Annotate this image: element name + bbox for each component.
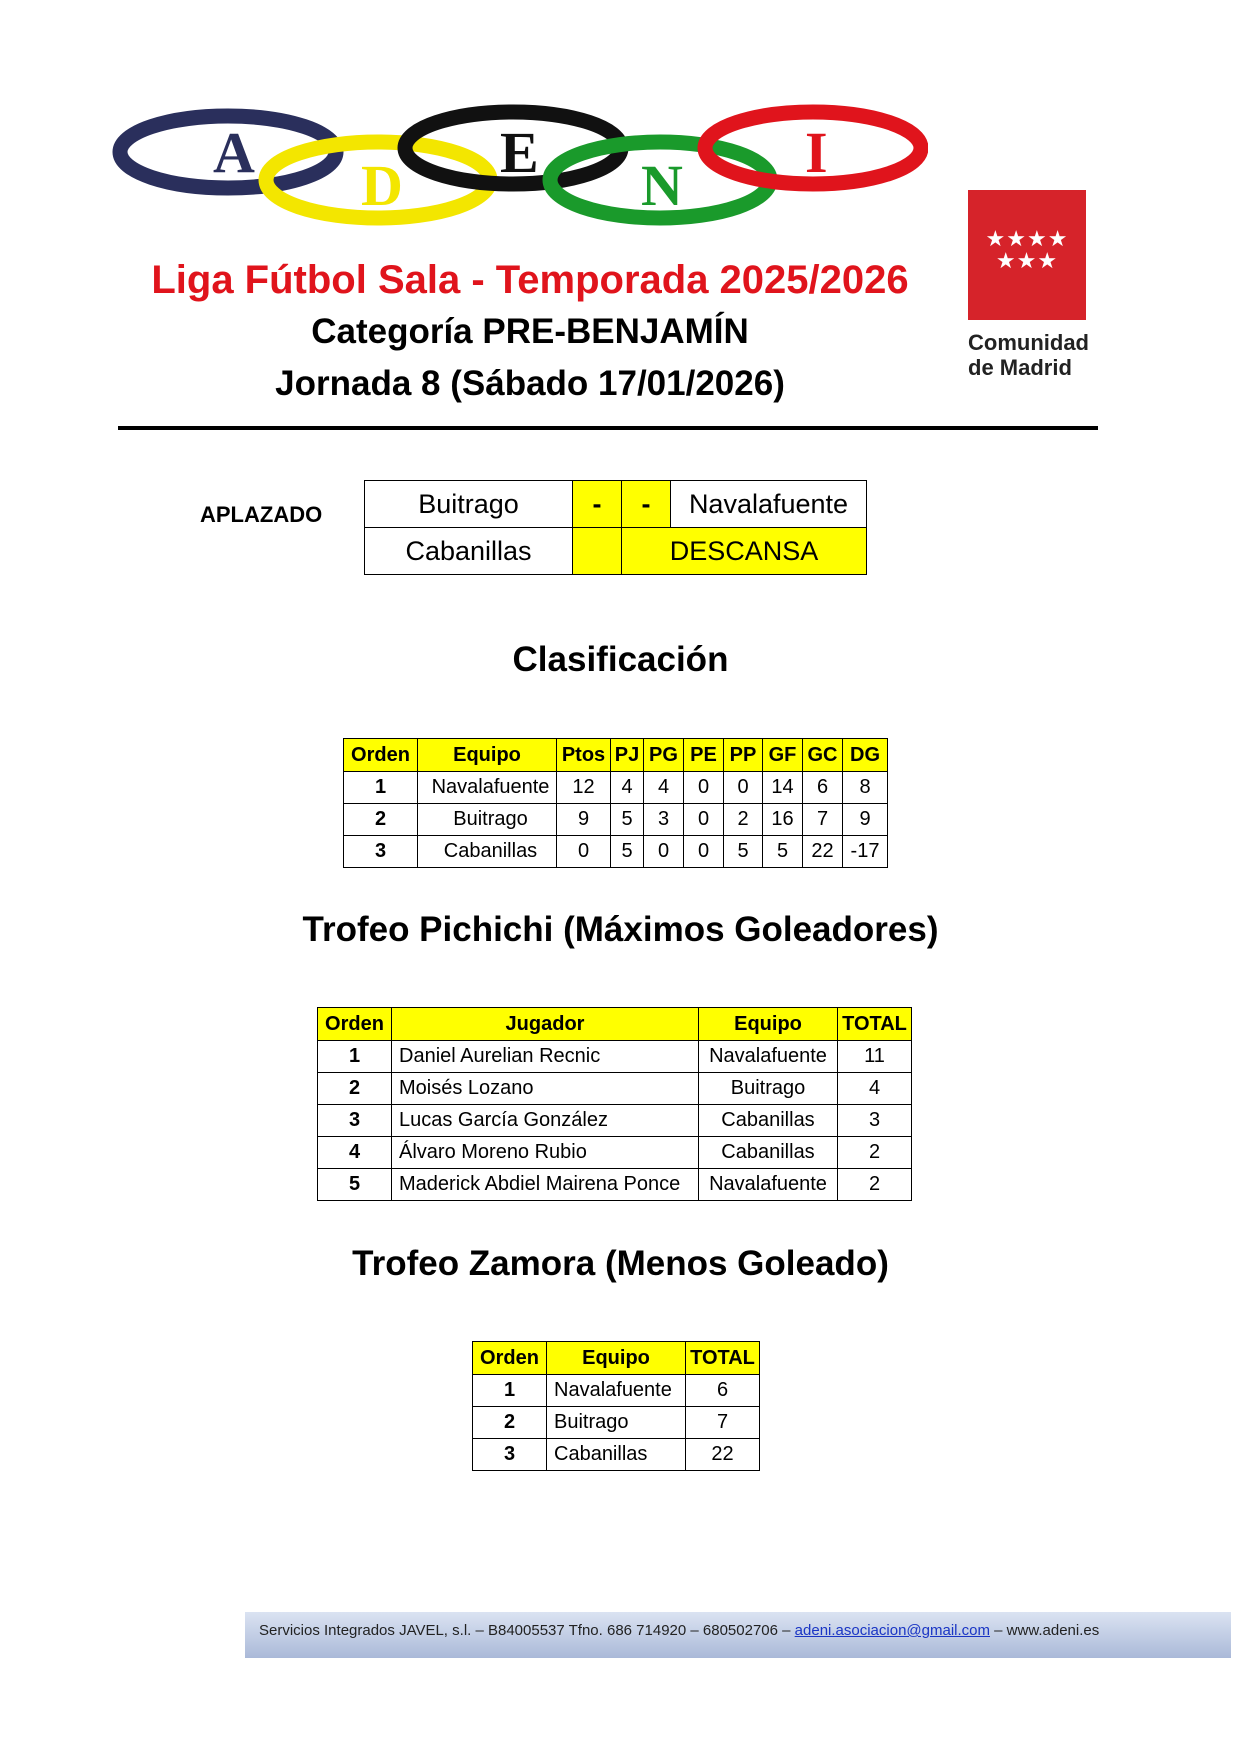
logo-letter-a: A [213, 120, 255, 185]
table-row: 5 Maderick Abdiel Mairena Ponce Navalafuente 2 [318, 1169, 912, 1201]
empty-score-cell [573, 528, 622, 575]
pichichi-section-title: Trofeo Pichichi (Máximos Goleadores) [302, 910, 939, 949]
table-row: 1 Navalafuente 12 4 4 0 0 14 6 8 [344, 772, 888, 804]
col-gf: GF [763, 739, 803, 772]
table-row: 3 Lucas García González Cabanillas 3 [318, 1105, 912, 1137]
zamora-section-title: Trofeo Zamora (Menos Goleado) [352, 1244, 889, 1283]
home-team: Buitrago [365, 481, 573, 528]
stars-icon: ★★★★ ★★★ [985, 226, 1069, 273]
col-equipo: Equipo [418, 739, 557, 772]
col-equipo: Equipo [547, 1342, 686, 1375]
col-dg: DG [843, 739, 888, 772]
col-total: TOTAL [838, 1008, 912, 1041]
table-row: 4 Álvaro Moreno Rubio Cabanillas 2 [318, 1137, 912, 1169]
table-row: 2 Buitrago 9 5 3 0 2 16 7 9 [344, 804, 888, 836]
table-row: 1 Daniel Aurelian Recnic Navalafuente 11 [318, 1041, 912, 1073]
logo-letter-i: I [805, 120, 828, 185]
col-jugador: Jugador [392, 1008, 699, 1041]
table-row: 3 Cabanillas 0 5 0 0 5 5 22 -17 [344, 836, 888, 868]
standings-table [343, 738, 888, 868]
matchday-title: Jornada 8 (Sábado 17/01/2026) [275, 364, 785, 403]
logo-letter-n: N [641, 153, 683, 218]
pichichi-table [317, 1007, 912, 1201]
league-title: Liga Fútbol Sala - Temporada 2025/2026 [151, 258, 909, 302]
col-pe: PE [684, 739, 724, 772]
footer-text: Servicios Integrados JAVEL, s.l. – B84005537 Tfno. 686 714920 – 680502706 – adeni.asociacion@gmail.com – www.adeni.es [259, 1622, 1100, 1639]
postponed-label: APLAZADO [200, 502, 323, 527]
zamora-table [472, 1341, 760, 1471]
standings-section-title: Clasificación [512, 640, 729, 679]
category-title: Categoría PRE-BENJAMÍN [311, 312, 749, 351]
email-link[interactable]: adeni.asociacion@gmail.com [794, 1622, 990, 1639]
col-pp: PP [724, 739, 763, 772]
col-orden: Orden [344, 739, 418, 772]
table-row: 2 Buitrago 7 [473, 1407, 760, 1439]
away-team: Navalafuente [671, 481, 867, 528]
logo-letter-e: E [500, 120, 539, 185]
pichichi-header-row [318, 1008, 912, 1041]
zamora-header-row [473, 1342, 760, 1375]
away-score: - [622, 481, 671, 528]
table-row: 3 Cabanillas 22 [473, 1439, 760, 1471]
standings-header-row [344, 739, 888, 772]
table-row: 2 Moisés Lozano Buitrago 4 [318, 1073, 912, 1105]
match-row [365, 481, 867, 528]
header-divider [118, 426, 1098, 430]
logo-letter-d: D [361, 153, 403, 218]
col-equipo: Equipo [699, 1008, 838, 1041]
adeni-logo [108, 100, 928, 230]
home-score: - [573, 481, 622, 528]
col-pg: PG [644, 739, 684, 772]
rest-row [365, 528, 867, 575]
col-orden: Orden [473, 1342, 547, 1375]
matches-table [364, 480, 867, 575]
col-total: TOTAL [686, 1342, 760, 1375]
col-ptos: Ptos [557, 739, 611, 772]
col-orden: Orden [318, 1008, 392, 1041]
sponsor-name: Comunidad de Madrid [968, 330, 1089, 380]
footer-bar [245, 1612, 1231, 1658]
rest-note: DESCANSA [622, 528, 867, 575]
col-gc: GC [803, 739, 843, 772]
col-pj: PJ [611, 739, 644, 772]
table-row: 1 Navalafuente 6 [473, 1375, 760, 1407]
resting-team: Cabanillas [365, 528, 573, 575]
